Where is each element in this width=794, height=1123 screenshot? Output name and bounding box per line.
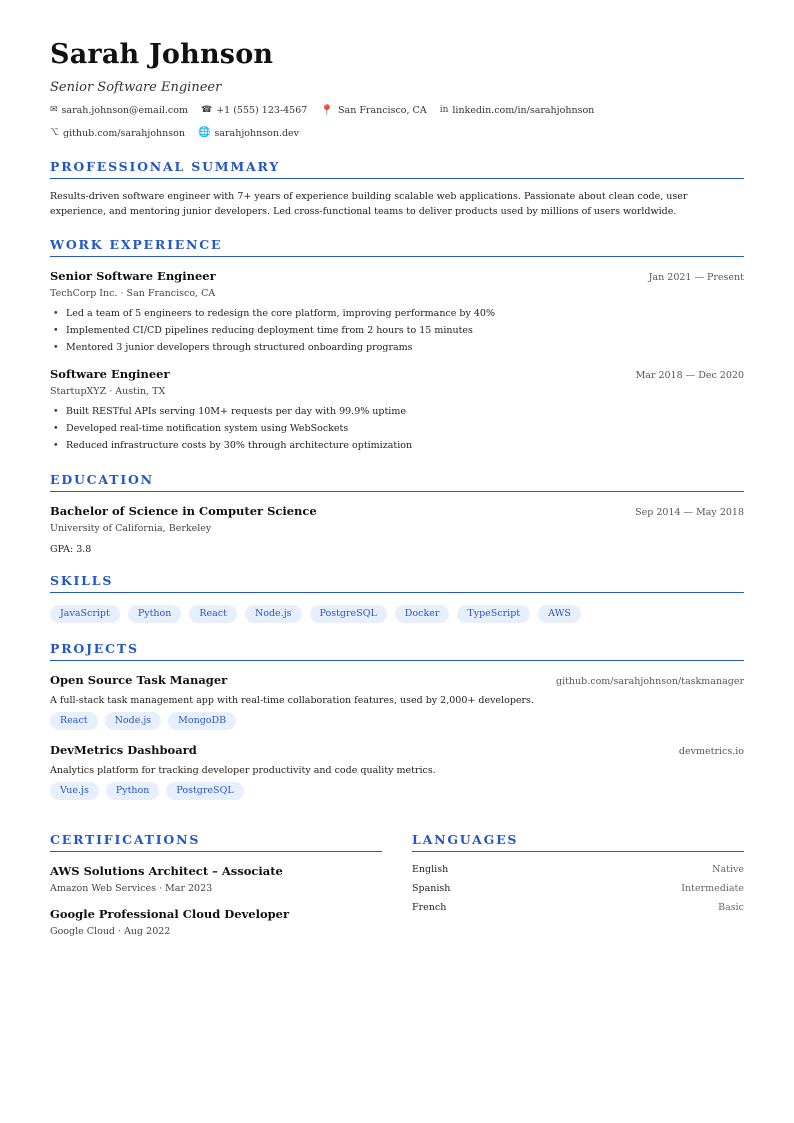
project-tag: PostgreSQL — [166, 782, 243, 800]
skill-chip: Node.js — [245, 605, 302, 623]
certification-entry — [50, 864, 382, 894]
job-title: Software Engineer — [50, 366, 170, 381]
job-company: TechCorp Inc. · San Francisco, CA — [50, 287, 216, 299]
job-company: StartupXYZ · Austin, TX — [50, 385, 166, 397]
language-name: French — [412, 901, 447, 913]
project-link[interactable]: github.com/sarahjohnson/taskmanager — [555, 675, 744, 687]
job-entry — [50, 367, 744, 454]
language-name: Spanish — [412, 882, 451, 894]
degree-title: Bachelor of Science in Computer Science — [50, 503, 317, 518]
language-level: Native — [712, 863, 744, 875]
contact-linkedin-text: linkedin.com/in/sarahjohnson — [452, 104, 595, 116]
project-name: DevMetrics Dashboard — [50, 742, 197, 757]
skills-heading: SKILLS — [50, 573, 744, 593]
project-description: A full-stack task management app with real-time collaboration features, used by 2,000+ developers. — [50, 694, 534, 706]
project-tag: Vue.js — [50, 782, 99, 800]
job-bullets — [50, 305, 744, 356]
certification-title: Google Professional Cloud Developer — [50, 906, 290, 921]
resume-page — [50, 40, 744, 937]
skills-list — [50, 605, 744, 623]
contact-email-text: sarah.johnson@email.com — [61, 104, 188, 116]
skill-chip: Docker — [395, 605, 450, 623]
education-entry — [50, 504, 744, 555]
skill-chip: TypeScript — [457, 605, 530, 623]
school-name: University of California, Berkeley — [50, 522, 212, 534]
skill-chip: JavaScript — [50, 605, 120, 623]
project-tags — [50, 712, 744, 730]
certification-entry — [50, 907, 382, 937]
contact-location — [320, 105, 426, 116]
candidate-title: Senior Software Engineer — [50, 79, 222, 95]
certification-issuer: Amazon Web Services · Mar 2023 — [50, 882, 213, 894]
project-entry — [50, 673, 744, 730]
skill-chip: React — [189, 605, 237, 623]
contact-location-text: San Francisco, CA — [338, 104, 427, 116]
projects-section — [50, 641, 744, 800]
contact-github-text: github.com/sarahjohnson — [63, 127, 186, 139]
job-bullet: • Developed real-time notification system using WebSockets — [50, 420, 744, 437]
project-tag: Python — [106, 782, 160, 800]
job-bullet: • Led a team of 5 engineers to redesign the core platform, improving performance by 40% — [50, 305, 744, 322]
job-bullet: • Built RESTful APIs serving 10M+ requests per day with 99.9% uptime — [50, 403, 744, 420]
linkedin-icon: in — [439, 104, 449, 115]
job-dates: Jan 2021 — Present — [648, 271, 744, 283]
certifications-heading: CERTIFICATIONS — [50, 832, 382, 852]
certification-title: AWS Solutions Architect – Associate — [50, 863, 283, 878]
bottom-columns — [50, 832, 744, 937]
contact-phone[interactable] — [201, 105, 307, 116]
summary-text: Results-driven software engineer with 7+ years of experience building scalable web applications. Passionate about clean code, user experience, and mentoring junior developers. Led cross-functional teams to deliver products used by millions of users worldwide. — [50, 190, 688, 217]
skill-chip: PostgreSQL — [310, 605, 387, 623]
candidate-name: Sarah Johnson — [50, 39, 274, 70]
education-heading: EDUCATION — [50, 472, 744, 492]
experience-section — [50, 237, 744, 454]
job-bullets — [50, 403, 744, 454]
contact-linkedin[interactable] — [440, 105, 595, 116]
projects-heading: PROJECTS — [50, 641, 744, 661]
location-pin-icon: 📍 — [320, 103, 335, 117]
language-row — [412, 860, 744, 879]
language-level: Basic — [718, 901, 744, 913]
languages-list — [412, 860, 744, 917]
job-bullet: • Implemented CI/CD pipelines reducing deployment time from 2 hours to 15 minutes — [50, 322, 744, 339]
job-bullet: • Mentored 3 junior developers through structured onboarding programs — [50, 339, 744, 356]
language-row — [412, 879, 744, 898]
contact-website-text: sarahjohnson.dev — [214, 127, 300, 139]
summary-heading: PROFESSIONAL SUMMARY — [50, 159, 744, 179]
project-tag: MongoDB — [168, 712, 236, 730]
contact-email[interactable] — [50, 105, 188, 116]
summary-section — [50, 159, 744, 219]
contact-info — [50, 105, 744, 139]
skill-chip: Python — [128, 605, 182, 623]
project-entry — [50, 743, 744, 800]
contact-website[interactable] — [198, 128, 299, 139]
project-name: Open Source Task Manager — [50, 672, 228, 687]
contact-github[interactable] — [50, 128, 185, 139]
envelope-icon: ✉ — [50, 104, 58, 115]
certification-issuer: Google Cloud · Aug 2022 — [50, 925, 171, 937]
project-tag: Node.js — [105, 712, 162, 730]
project-link[interactable]: devmetrics.io — [678, 745, 744, 757]
languages-section — [412, 832, 744, 937]
job-title: Senior Software Engineer — [50, 268, 216, 283]
skills-section — [50, 573, 744, 623]
project-tag: React — [50, 712, 98, 730]
skill-chip: AWS — [538, 605, 581, 623]
education-section — [50, 472, 744, 555]
language-name: English — [412, 863, 449, 875]
globe-icon: 🌐 — [198, 127, 211, 139]
certifications-section — [50, 832, 382, 937]
job-bullet: • Reduced infrastructure costs by 30% through architecture optimization — [50, 437, 744, 454]
project-description: Analytics platform for tracking developer productivity and code quality metrics. — [50, 764, 436, 776]
language-level: Intermediate — [681, 882, 744, 894]
project-tags — [50, 782, 744, 800]
job-dates: Mar 2018 — Dec 2020 — [635, 369, 744, 381]
experience-heading: WORK EXPERIENCE — [50, 237, 744, 257]
github-icon: ⌥ — [50, 127, 59, 138]
phone-icon: ☎ — [200, 104, 213, 115]
gpa: GPA: 3.8 — [50, 543, 92, 555]
contact-phone-text: +1 (555) 123-4567 — [216, 104, 308, 116]
languages-heading: LANGUAGES — [412, 832, 744, 852]
education-dates: Sep 2014 — May 2018 — [635, 506, 744, 518]
language-row — [412, 898, 744, 917]
job-entry — [50, 269, 744, 356]
